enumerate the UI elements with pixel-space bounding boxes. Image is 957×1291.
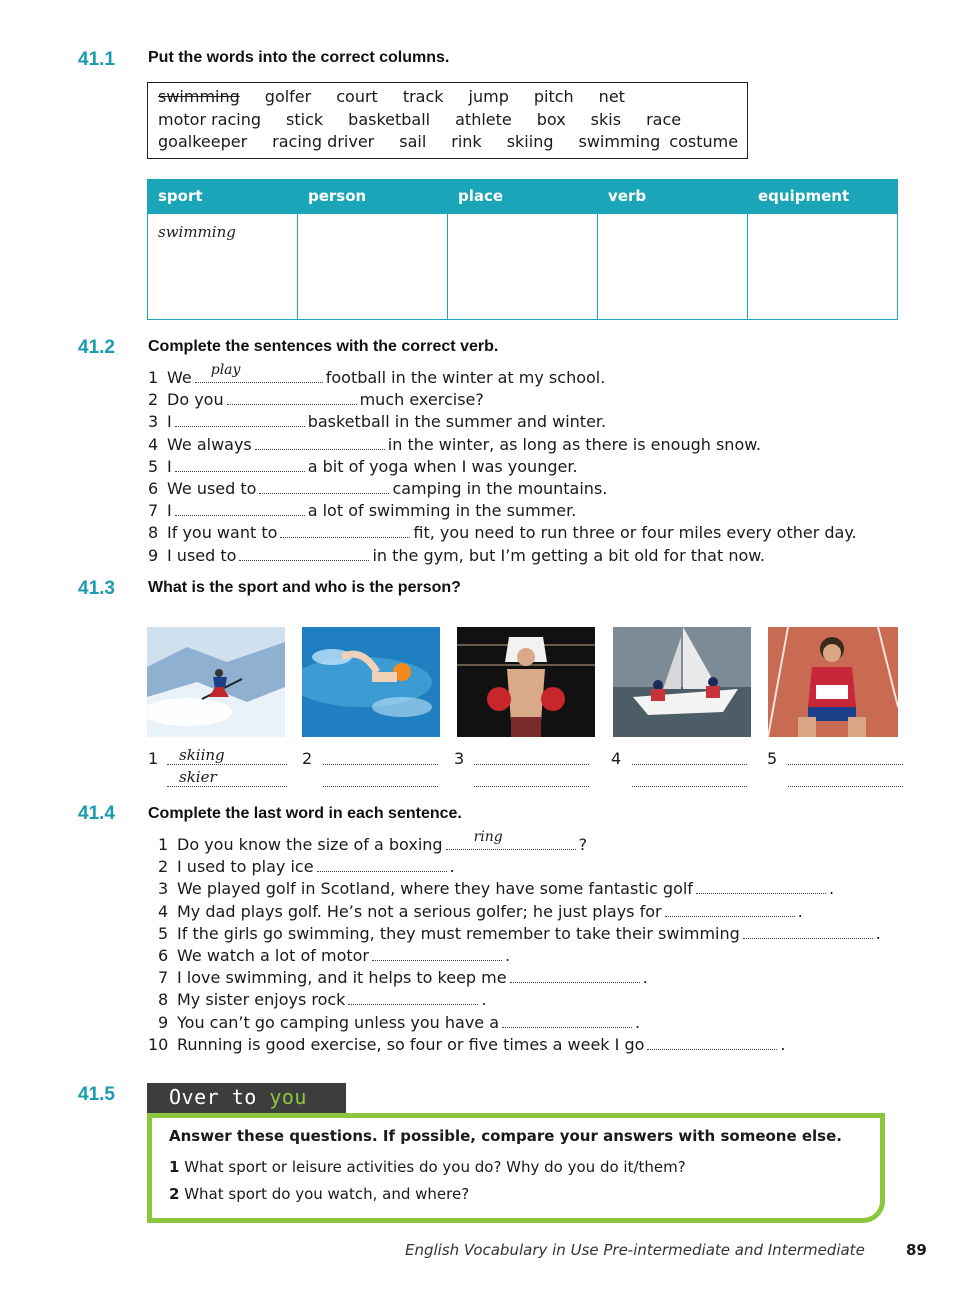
answer-blank[interactable] [647, 1035, 777, 1050]
answer-blank[interactable] [696, 879, 826, 894]
list-item [148, 545, 857, 567]
exercise-title-41-3: What is the sport and who is the person? [148, 579, 461, 596]
column-sport [148, 180, 298, 319]
answer-blank[interactable] [510, 968, 640, 983]
item-text-before: I [167, 412, 172, 432]
item-text: You can’t go camping unless you have a [177, 1012, 500, 1032]
item-text: We watch a lot of motor [177, 945, 370, 965]
list-item [148, 361, 857, 389]
item-number: 6 [158, 945, 169, 965]
word-item: costume [669, 132, 739, 151]
item-text-after: a bit of yoga when I was younger. [307, 456, 578, 476]
list-item [148, 878, 881, 900]
over-to-you-box [147, 1113, 885, 1223]
item-text: Running is good exercise, so four or five times a week I go [177, 1034, 645, 1054]
item-end: . [828, 879, 835, 899]
photo-number: 5 [767, 749, 778, 768]
answer-blank[interactable] [175, 501, 305, 516]
item-text: My sister enjoys rock [177, 990, 346, 1010]
answer-blank[interactable] [195, 361, 323, 383]
answer-blank[interactable] [175, 412, 305, 427]
answer-blank[interactable] [259, 479, 389, 494]
list-item [148, 945, 881, 967]
column-header: equipment [748, 180, 897, 214]
column-header: verb [598, 180, 747, 214]
item-text-before: Do you [167, 390, 224, 410]
exercise-title-41-1: Put the words into the correct columns. [148, 49, 450, 66]
item-text: We played golf in Scotland, where they have some fantastic golf [177, 879, 693, 899]
word-item: swimming [158, 87, 240, 106]
item-text-before: I [167, 456, 172, 476]
list-item [148, 856, 881, 878]
sailing-photo [613, 627, 751, 737]
list-item [148, 923, 881, 945]
item-text: If the girls go swimming, they must remember to take their swimming [177, 923, 740, 943]
answer-blank[interactable] [743, 924, 873, 939]
list-item [148, 434, 857, 456]
item-end: . [481, 990, 487, 1010]
person-answer-line[interactable] [632, 772, 747, 787]
item-end: . [505, 945, 511, 965]
item-end: . [635, 1012, 641, 1032]
item-number: 8 [148, 523, 159, 543]
sport-answer-line[interactable] [632, 750, 747, 765]
sport-answer-line[interactable] [474, 750, 589, 765]
column-header: place [448, 180, 597, 214]
item-number: 2 [148, 390, 159, 410]
photo-number: 3 [454, 749, 465, 768]
sentence-list-41-2 [148, 361, 857, 567]
sentence-list-41-4 [148, 828, 881, 1056]
item-text-before: If you want to [167, 523, 278, 543]
word-item: rink [451, 132, 482, 151]
item-text-after: a lot of swimming in the summer. [307, 501, 577, 521]
answer-blank[interactable] [446, 828, 576, 850]
person-answer-line[interactable] [788, 772, 903, 787]
item-text-before: We used to [167, 478, 257, 498]
column-answer-area[interactable] [448, 214, 597, 319]
word-row [158, 131, 737, 154]
handwritten-answer: skier [179, 768, 217, 786]
list-item [148, 967, 881, 989]
handwritten-answer: play [210, 361, 241, 378]
sport-answer-line[interactable] [167, 746, 287, 765]
item-end: . [780, 1034, 786, 1054]
over-to-you-tab [147, 1083, 346, 1114]
item-number: 1 [158, 835, 169, 854]
list-item [148, 500, 857, 522]
column-equipment [748, 180, 897, 319]
word-item: race [646, 109, 682, 129]
word-item: sail [399, 132, 427, 151]
word-row [158, 109, 737, 132]
item-text-after: football in the winter at my school. [325, 368, 606, 387]
swimmer-photo [302, 627, 440, 737]
handwritten-answer: ring [473, 828, 503, 845]
item-number: 1 [148, 368, 159, 387]
list-item [148, 828, 881, 856]
column-header: person [298, 180, 447, 214]
item-number: 7 [148, 501, 159, 521]
item-text-before: We [167, 368, 192, 387]
person-answer-line[interactable] [474, 772, 589, 787]
question-item [169, 1185, 863, 1203]
photo-number: 2 [302, 749, 313, 768]
item-end: . [875, 923, 881, 943]
word-item: motor racing [158, 109, 262, 129]
word-item: athlete [455, 109, 512, 129]
item-text: I love swimming, and it helps to keep me [177, 968, 507, 988]
answer-blank[interactable] [255, 435, 385, 450]
photo-number: 4 [611, 749, 622, 768]
column-place [448, 180, 598, 319]
exercise-number-41-5: 41.5 [78, 1084, 115, 1105]
word-item: track [402, 87, 444, 106]
answer-blank[interactable] [502, 1013, 632, 1028]
skier-photo [147, 627, 285, 737]
column-verb [598, 180, 748, 319]
category-table [147, 179, 898, 320]
word-item: net [598, 87, 625, 106]
word-item: basketball [348, 109, 431, 129]
column-answer-area[interactable] [298, 214, 447, 319]
item-text-after: basketball in the summer and winter. [307, 412, 607, 432]
list-item [148, 411, 857, 433]
item-number: 3 [148, 412, 159, 432]
column-header: sport [148, 180, 297, 214]
word-box [147, 82, 748, 159]
answer-blank[interactable] [175, 457, 305, 472]
question-item [169, 1158, 863, 1176]
question-number: 1 [169, 1158, 180, 1176]
list-item [148, 1034, 881, 1056]
sport-answer-line[interactable] [323, 750, 438, 765]
book-title: English Vocabulary in Use Pre-intermediate and Intermediate [405, 1241, 865, 1259]
item-text: Do you know the size of a boxing [177, 835, 443, 854]
list-item [148, 901, 881, 923]
tab-label-you: you [269, 1085, 307, 1109]
over-to-you-instruction: Answer these questions. If possible, compare your answers with someone else. [169, 1127, 842, 1145]
word-item: court [336, 87, 378, 106]
column-answer-area[interactable] [748, 214, 897, 319]
item-text-after: in the winter, as long as there is enough snow. [387, 434, 761, 454]
answer-blank[interactable] [665, 902, 795, 917]
item-number: 9 [148, 545, 159, 565]
list-item [148, 522, 857, 544]
example-answer: swimming [158, 223, 236, 241]
item-end: ? [578, 835, 588, 854]
item-number: 8 [158, 990, 169, 1010]
item-text-before: I [167, 501, 172, 521]
photo-number: 1 [148, 749, 159, 768]
word-item: golfer [264, 87, 312, 106]
page-number: 89 [906, 1241, 927, 1259]
sport-answer-line[interactable] [788, 750, 903, 765]
item-number: 3 [158, 879, 169, 899]
word-item: swimming [578, 132, 661, 151]
column-person [298, 180, 448, 319]
boxer-photo [457, 627, 595, 737]
answer-blank[interactable] [227, 390, 357, 405]
item-number: 4 [148, 434, 159, 454]
athlete-photo [768, 627, 898, 737]
answer-blank[interactable] [239, 546, 369, 561]
item-text-after: in the gym, but I’m getting a bit old for that now. [372, 545, 765, 565]
exercise-title-41-2: Complete the sentences with the correct verb. [148, 338, 499, 355]
word-item: goalkeeper [158, 132, 248, 151]
word-item: skiing [506, 132, 554, 151]
item-text-before: We always [167, 434, 252, 454]
exercise-number-41-1: 41.1 [78, 49, 115, 70]
word-item: jump [468, 87, 509, 106]
list-item [148, 989, 881, 1011]
item-end: . [797, 901, 803, 921]
question-number: 2 [169, 1185, 180, 1203]
item-text: I used to play ice [177, 857, 314, 877]
item-text-after: fit, you need to run three or four miles every other day. [413, 523, 857, 543]
word-item: racing driver [272, 132, 375, 151]
handwritten-answer: skiing [179, 746, 225, 764]
answer-blank[interactable] [372, 946, 502, 961]
item-number: 7 [158, 968, 169, 988]
item-number: 10 [148, 1034, 169, 1054]
answer-blank[interactable] [280, 523, 410, 538]
question-text: What sport or leisure activities do you do? Why do you do it/them? [184, 1158, 686, 1176]
exercise-number-41-4: 41.4 [78, 803, 115, 824]
word-row [158, 86, 737, 109]
answer-blank[interactable] [317, 857, 447, 872]
word-item: stick [286, 109, 324, 129]
list-item [148, 1012, 881, 1034]
tab-label-over: Over to [169, 1085, 257, 1109]
list-item [148, 389, 857, 411]
item-text-after: camping in the mountains. [392, 478, 608, 498]
column-answer-area[interactable] [148, 214, 297, 319]
list-item [148, 478, 857, 500]
answer-blank[interactable] [348, 990, 478, 1005]
item-number: 2 [158, 857, 169, 877]
question-text: What sport do you watch, and where? [184, 1185, 470, 1203]
person-answer-line[interactable] [323, 772, 438, 787]
item-number: 9 [158, 1012, 169, 1032]
person-answer-line[interactable] [167, 768, 287, 787]
list-item [148, 456, 857, 478]
item-number: 5 [148, 456, 159, 476]
item-text-after: much exercise? [359, 390, 484, 410]
item-end: . [449, 857, 455, 877]
item-text-before: I used to [167, 545, 237, 565]
exercise-number-41-3: 41.3 [78, 578, 115, 599]
word-item: pitch [533, 87, 574, 106]
column-answer-area[interactable] [598, 214, 747, 319]
item-number: 6 [148, 478, 159, 498]
exercise-title-41-4: Complete the last word in each sentence. [148, 805, 462, 822]
item-end: . [642, 968, 648, 988]
word-item: skis [590, 109, 622, 129]
item-number: 4 [158, 901, 169, 921]
word-item: box [536, 109, 566, 129]
item-number: 5 [158, 923, 169, 943]
exercise-number-41-2: 41.2 [78, 337, 115, 358]
item-text: My dad plays golf. He’s not a serious golfer; he just plays for [177, 901, 662, 921]
